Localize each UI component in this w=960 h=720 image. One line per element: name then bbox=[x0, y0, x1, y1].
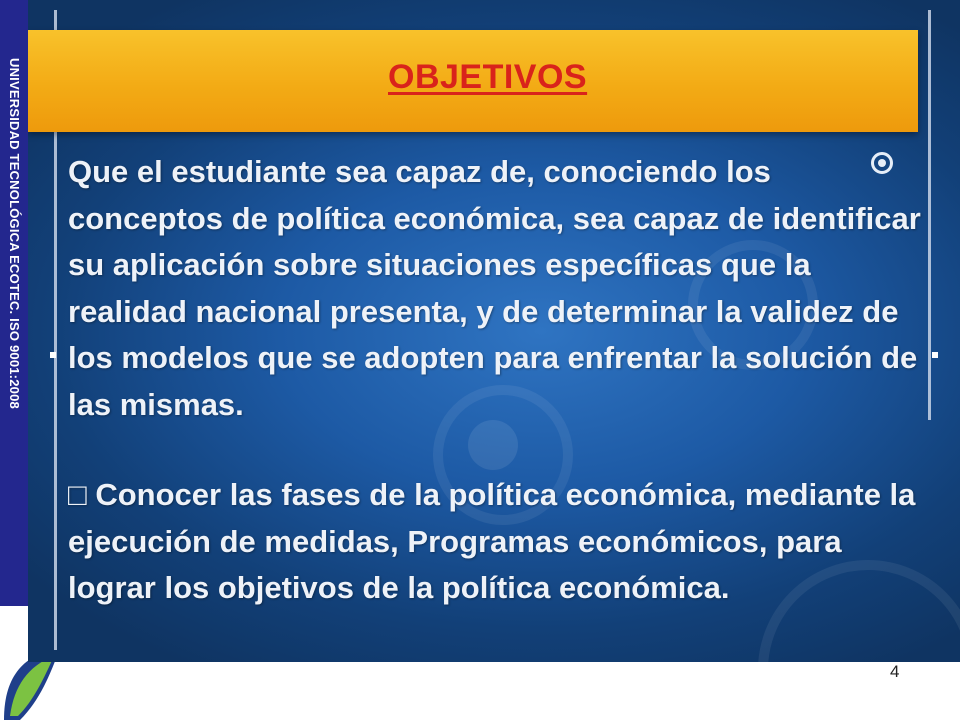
vertical-rule bbox=[928, 10, 931, 420]
objective-bullet: □ Conocer las fases de la política económica, mediante la ejecución de medidas, Programas económicos, para lograr los objetivos de la política económica. bbox=[68, 477, 916, 605]
page-number: 4 bbox=[890, 662, 900, 681]
university-name: UNIVERSIDAD TECNOLÓGICA ECOTEC. ISO 9001:2008 bbox=[7, 58, 22, 409]
sidebar-label-wrap bbox=[6, 58, 22, 409]
slide-canvas bbox=[28, 0, 960, 662]
sidebar-band bbox=[0, 0, 29, 606]
square-bullet-icon bbox=[932, 352, 938, 358]
slide-title: OBJETIVOS bbox=[388, 58, 588, 96]
square-bullet-icon bbox=[50, 352, 56, 358]
objective-paragraph: Que el estudiante sea capaz de, conociendo los conceptos de política económica, sea capaz de identificar su aplicación sobre situaciones específicas que la realidad nacional presenta, y de determinar la validez de los modelos que se adopten para enfrentar la solución de las mismas. bbox=[68, 154, 921, 422]
